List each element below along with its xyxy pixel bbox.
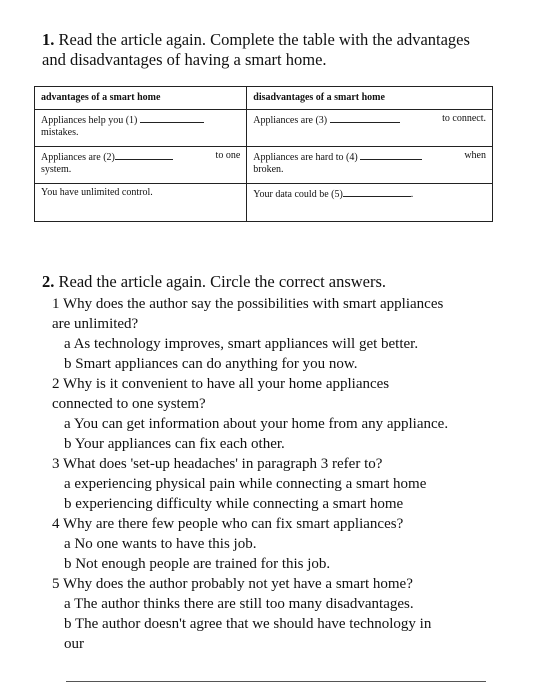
answer-option[interactable]: a experiencing physical pain while connecting a smart home — [64, 476, 427, 492]
advantage-cell-1 — [35, 110, 247, 147]
answer-option[interactable]: a No one wants to have this job. — [64, 536, 257, 552]
advantage-cell-2 — [35, 147, 247, 184]
answer-blank-2[interactable] — [115, 150, 173, 160]
disadvantage-3-text: Appliances are (3) — [253, 115, 328, 126]
answer-blank-1[interactable] — [140, 113, 204, 123]
answer-option[interactable]: a The author thinks there are still too many disadvantages. — [64, 596, 414, 612]
question-list — [42, 294, 522, 654]
question-text: 1 Why does the author say the possibilities with smart appliances — [52, 296, 444, 312]
question-text: 5 Why does the author probably not yet have a smart home? — [52, 576, 413, 592]
disadvantage-4-text: Appliances are hard to (4) — [253, 152, 358, 163]
disadvantage-4-suffix: when — [464, 150, 486, 161]
question-text-continued: connected to one system? — [52, 396, 206, 412]
table-header-row — [35, 87, 493, 110]
disadvantage-4-line-2: broken. — [253, 164, 284, 175]
table-row — [35, 184, 493, 222]
exercise-1-heading — [42, 30, 512, 70]
bottom-divider — [66, 681, 486, 682]
disadvantage-5-text: Your data could be (5) — [253, 189, 343, 200]
question-text: 4 Why are there few people who can fix smart appliances? — [52, 516, 404, 532]
advantage-2-suffix: to one — [215, 150, 241, 161]
disadvantage-cell-4 — [247, 147, 493, 184]
advantages-header: advantages of a smart home — [35, 87, 247, 110]
exercise-1-instruction-line-2: and disadvantages of having a smart home. — [42, 50, 327, 69]
disadvantage-cell-3 — [247, 110, 493, 147]
answer-blank-3[interactable] — [330, 113, 400, 123]
exercise-2-heading — [42, 272, 512, 292]
exercise-1-number: 1. — [42, 30, 55, 49]
advantage-2-text: Appliances are (2) — [41, 152, 115, 163]
disadvantage-3-suffix: to connect. — [442, 113, 486, 124]
answer-option[interactable]: b experiencing difficulty while connecting a smart home — [64, 496, 404, 512]
answer-option[interactable]: b Your appliances can fix each other. — [64, 436, 285, 452]
answer-option[interactable]: a You can get information about your home from any appliance. — [64, 416, 449, 432]
question-text: 2 Why is it convenient to have all your home appliances — [52, 376, 390, 392]
answer-option[interactable]: b The author doesn't agree that we should have technology in — [64, 616, 432, 632]
exercise-2-number: 2. — [42, 272, 55, 291]
answer-option[interactable]: our — [64, 636, 84, 652]
advantage-1-text: Appliances help you (1) — [41, 115, 138, 126]
exercise-2-instruction: Read the article again. Circle the correct answers. — [58, 272, 387, 291]
advantage-cell-3 — [35, 184, 247, 222]
answer-blank-5[interactable] — [343, 187, 411, 197]
advantages-table — [34, 86, 493, 222]
advantage-1-line-2: mistakes. — [41, 127, 79, 138]
table-row — [35, 110, 493, 147]
disadvantages-header: disadvantages of a smart home — [247, 87, 493, 110]
answer-option[interactable]: a As technology improves, smart appliances will get better. — [64, 336, 419, 352]
advantage-2-line-2: system. — [41, 164, 72, 175]
question-text: 3 What does 'set-up headaches' in paragraph 3 refer to? — [52, 456, 383, 472]
advantage-3-text: You have unlimited control. — [41, 187, 153, 198]
answer-blank-4[interactable] — [360, 150, 422, 160]
disadvantage-5-suffix: . — [410, 189, 414, 200]
question-text-continued: are unlimited? — [52, 316, 139, 332]
disadvantage-cell-5 — [247, 184, 493, 222]
answer-option[interactable]: b Smart appliances can do anything for you now. — [64, 356, 358, 372]
exercise-1-instruction-line-1: Read the article again. Complete the table with the advantages — [58, 30, 470, 49]
table-row — [35, 147, 493, 184]
answer-option[interactable]: b Not enough people are trained for this job. — [64, 556, 331, 572]
